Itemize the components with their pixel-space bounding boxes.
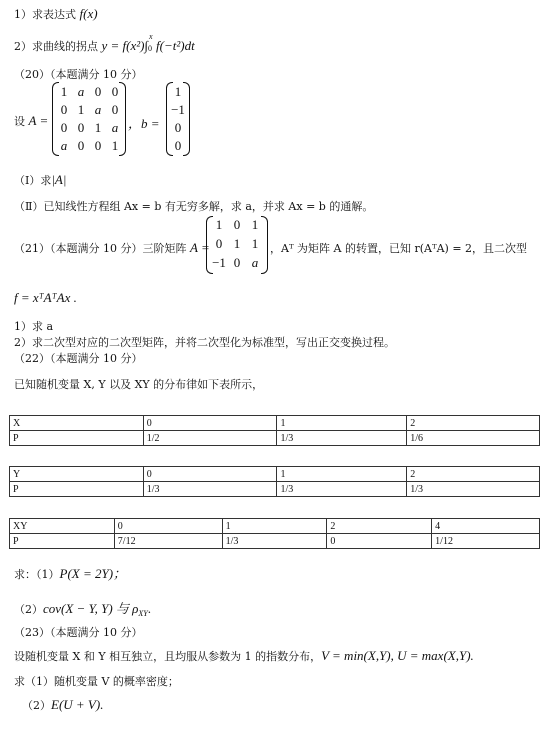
q19-item2 [14,32,195,54]
q22-intro: 已知随机变量 X, Y 以及 XY 的分布律如下表所示， [14,378,264,391]
matrix-cell: 1 [215,217,223,232]
q19-item1-math: f(x) [79,6,98,21]
matrix-cell: 1 [77,102,85,117]
q23-ask1: 求（1）随机变量 V 的概率密度； [14,675,179,688]
table-cell: 0 [143,467,277,482]
q21-header-text: （21）（本题满分 10 分）三阶矩阵 [14,242,187,255]
matrix-cell: 0 [94,84,102,99]
table-cell: X [10,416,144,431]
q21-quadratic-form: f = xᵀAᵀAx . [14,290,77,305]
matrix-cell: 1 [60,84,68,99]
table-cell: 2 [407,467,540,482]
table-cell: 1 [277,416,407,431]
table-cell: P [10,431,144,446]
q19-item2-math: y = f(x²)∫ [101,38,149,53]
table-cell: 2 [327,519,432,534]
table-cell: Y [10,467,144,482]
table-cell: 1/3 [143,482,277,497]
table-row [10,519,540,534]
q20-a-label: A = [28,113,49,128]
matrix-cell: 0 [215,236,223,251]
q22-ask1 [14,563,126,582]
q22-ask2-math: cov(X − Y, Y) 与 ρ [43,601,139,616]
q22-ask1-text: 求：（1） [14,568,60,581]
table-cell: 1/3 [222,534,327,549]
q20-vector-b [166,82,190,156]
q23-intro-math: V = min(X,Y), U = max(X,Y). [321,648,474,663]
table-cell: 1/12 [432,534,540,549]
q23-header: （23）（本题满分 10 分） [14,626,143,639]
matrix-cell: 0 [60,120,68,135]
q22-ask2-subscript: XY [138,609,148,619]
table-cell: 0 [143,416,277,431]
q19-item1 [14,6,98,22]
table-y-distribution [9,466,540,497]
q23-ask2-text: （2） [22,699,51,712]
matrix-cell: 0 [233,255,241,270]
table-cell: 1 [277,467,407,482]
q20-matrix-a [52,82,126,156]
q21-header [14,240,210,256]
matrix-cell: 0 [60,102,68,117]
integral-lower: 0 [148,44,153,53]
q21-a-label: A = [190,240,210,255]
q21-tail: ，Aᵀ 为矩阵 A 的转置，已知 r(AᵀA) = 2，且二次型 [270,242,528,255]
vector-cell: 0 [174,120,182,135]
table-x-distribution [9,415,540,446]
integral-upper: x [149,32,153,41]
matrix-cell: 1 [111,138,119,153]
matrix-cell: a [94,102,102,117]
vector-cell: 1 [174,84,182,99]
q19-item2-text: 2）求曲线的拐点 [14,40,102,53]
q20-part2: （Ⅱ）已知线性方程组 Ax = b 有无穷多解，求 a，并求 Ax = b 的通解。 [14,200,374,213]
q20-intro [14,113,48,129]
matrix-cell: 0 [77,138,85,153]
vector-cell: −1 [171,102,185,117]
q21-item2: 2）求二次型对应的二次型矩阵，并将二次型化为标准型，写出正交变换过程。 [14,336,395,349]
matrix-cell: a [251,255,259,270]
table-row [10,416,540,431]
matrix-cell: 0 [233,217,241,232]
q21-matrix-a [206,216,268,274]
table-cell: 1/6 [407,431,540,446]
matrix-cell: 1 [251,236,259,251]
table-cell: 7/12 [114,534,222,549]
table-cell: 1/3 [277,431,407,446]
matrix-cell: a [111,120,119,135]
table-cell: 1/3 [277,482,407,497]
q20-b-label [128,113,160,132]
matrix-cell: 0 [77,120,85,135]
table-row [10,534,540,549]
q22-ask2-text: （2） [14,603,43,616]
q20-part1 [14,172,66,188]
matrix-cell: 0 [111,84,119,99]
q20-part1-math: |A| [51,172,67,187]
vector-cell: 0 [174,138,182,153]
table-cell: XY [10,519,115,534]
q20-part1-text: （Ⅰ）求 [14,174,52,187]
matrix-cell: 0 [111,102,119,117]
table-cell: 1 [222,519,327,534]
table-row [10,482,540,497]
matrix-cell: a [60,138,68,153]
q22-header: （22）（本题满分 10 分） [14,352,143,365]
table-row [10,431,540,446]
table-xy-distribution [9,518,540,549]
q22-ask1-math: P(X = 2Y)； [59,566,127,581]
matrix-cell: 1 [94,120,102,135]
q22-ask2-end: . [147,601,152,616]
table-cell: 4 [432,519,540,534]
q23-ask2 [22,697,103,713]
table-row [10,467,540,482]
matrix-cell: −1 [212,255,226,270]
table-cell: 2 [407,416,540,431]
matrix-cell: a [77,84,85,99]
q23-intro [14,648,474,664]
matrix-cell: 1 [251,217,259,232]
table-cell: 1/3 [407,482,540,497]
table-cell: P [10,534,115,549]
q21-item1: 1）求 a [14,320,54,333]
q22-ask2 [14,598,151,618]
table-cell: 0 [327,534,432,549]
q20-header: （20）（本题满分 10 分） [14,68,143,81]
table-cell: P [10,482,144,497]
matrix-cell: 0 [94,138,102,153]
integral-limits [148,32,156,53]
q19-item2-math-tail: f(−t²)dt [156,38,195,53]
q23-ask2-math: E(U + V). [51,697,104,712]
q19-item1-text: 1）求表达式 [14,8,80,21]
matrix-cell: 1 [233,236,241,251]
table-cell: 0 [114,519,222,534]
q20-intro-text: 设 [14,115,25,128]
q23-intro-text: 设随机变量 X 和 Y 相互独立，且均服从参数为 1 的指数分布， [14,650,322,663]
q20-b-label-text: ，b = [128,116,160,131]
table-cell: 1/2 [143,431,277,446]
